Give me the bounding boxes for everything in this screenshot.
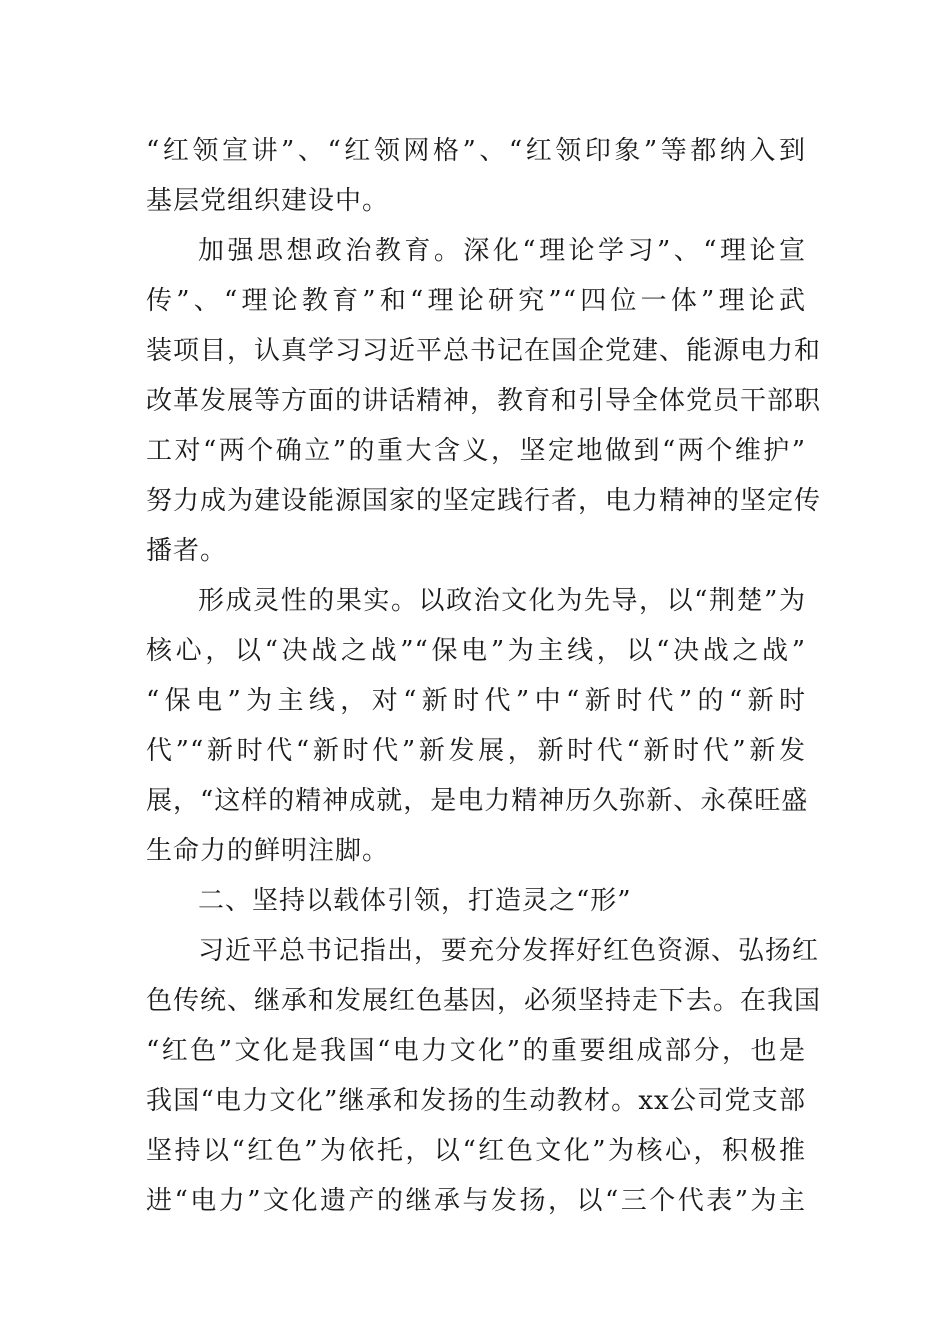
text-line: 努力成为建设能源国家的坚定践行者，电力精神的坚定传 xyxy=(146,486,822,516)
text-line: 工对“两个确立”的重大含义，坚定地做到“两个维护” xyxy=(146,436,806,466)
text-line: 展，“这样的精神成就，是电力精神历久弥新、永葆旺盛 xyxy=(146,786,809,816)
text-line: 色传统、继承和发展红色基因，必须坚持走下去。在我国 xyxy=(146,986,822,1016)
text-line: 我国“电力文化”继承和发扬的生动教材。xx公司党支部 xyxy=(146,1086,806,1116)
text-line: “保电”为主线，对“新时代”中“新时代”的“新时 xyxy=(146,686,806,716)
text-line: 改革发展等方面的讲话精神，教育和引导全体党员干部职 xyxy=(146,386,822,416)
text-line: 播者。 xyxy=(146,536,228,566)
paragraph-first-line: 习近平总书记指出，要充分发挥好红色资源、弘扬红 xyxy=(198,936,820,966)
text-line: 装项目，认真学习习近平总书记在国企党建、能源电力和 xyxy=(146,336,822,366)
text-line: 基层党组织建设中。 xyxy=(146,186,390,216)
text-line: 生命力的鲜明注脚。 xyxy=(146,836,390,866)
text-line: 传”、“理论教育”和“理论研究”“四位一体”理论武 xyxy=(146,286,806,316)
section-heading: 二、坚持以载体引领，打造灵之“形” xyxy=(198,886,632,916)
text-line: 代”“新时代“新时代”新发展，新时代“新时代”新发 xyxy=(146,736,806,766)
text-line: 进“电力”文化遗产的继承与发扬，以“三个代表”为主 xyxy=(146,1186,806,1216)
paragraph-first-line: 形成灵性的果实。以政治文化为先导，以“荆楚”为 xyxy=(198,586,806,616)
text-line: 核心，以“决战之战”“保电”为主线，以“决战之战” xyxy=(146,636,806,666)
text-line: 坚持以“红色”为依托，以“红色文化”为核心，积极推 xyxy=(146,1136,806,1166)
text-line: “红色”文化是我国“电力文化”的重要组成部分，也是 xyxy=(146,1036,806,1066)
text-line: “红领宣讲”、“红领网格”、“红领印象”等都纳入到 xyxy=(146,136,806,166)
paragraph-first-line: 加强思想政治教育。深化“理论学习”、“理论宣 xyxy=(198,236,806,266)
